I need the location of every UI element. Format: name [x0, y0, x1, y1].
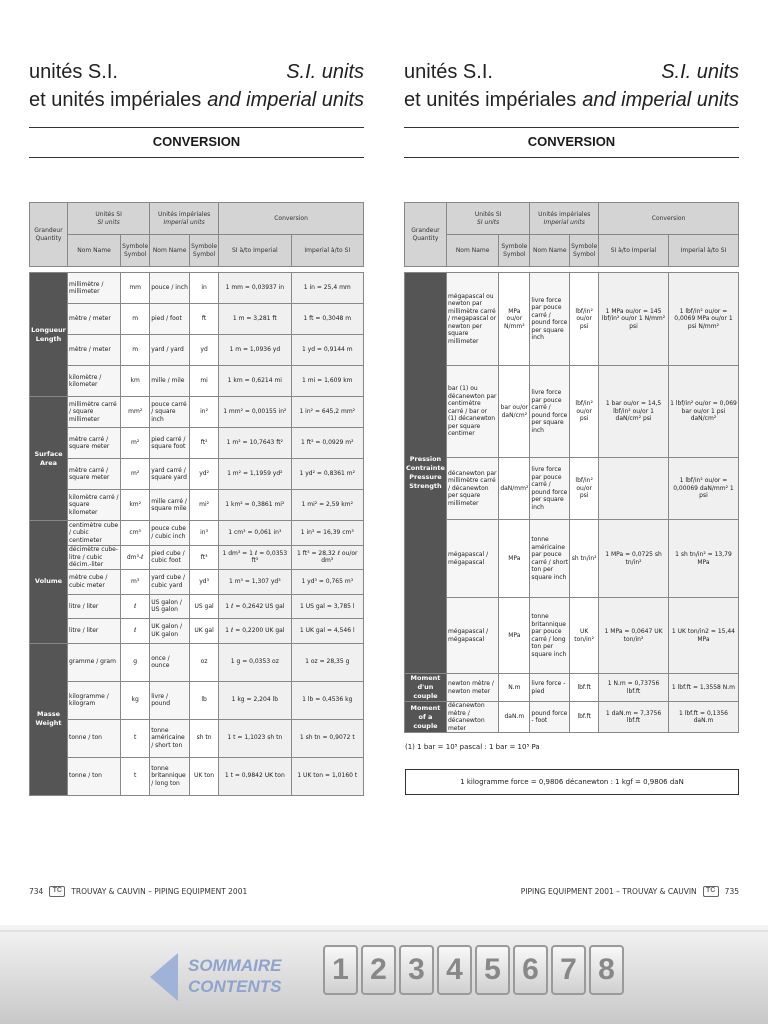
cell-si: kilomètre / kilometer	[67, 366, 120, 397]
page-button-4[interactable]: 4	[437, 945, 472, 995]
table-row	[30, 643, 364, 681]
table-row	[30, 490, 364, 521]
cell-a: 1 mm = 0,03937 in	[219, 273, 291, 304]
divider	[29, 127, 364, 128]
group-label: Volume	[30, 521, 68, 644]
cell-b: 1 lbf/in² ou/or = 0,00069 daN/mm² 1 psi	[668, 458, 738, 520]
title-en: S.I. units and imperial units	[582, 61, 739, 111]
cell-is: lbf/in² ou/or psi	[570, 273, 599, 366]
nom-header: Nom Name	[150, 235, 190, 267]
group-label: Surface Area	[30, 397, 68, 521]
cell-imp: once / ounce	[150, 643, 190, 681]
cell-ss: MPa ou/or N/mm²	[499, 273, 530, 366]
table-row	[30, 570, 364, 595]
imperial-units-header: Unités impériales Imperial units	[150, 203, 219, 235]
cell-ss: kg	[121, 681, 150, 719]
cell-b: 1 lbf.ft = 1,3558 N.m	[668, 674, 738, 702]
cell-si: décimètre cube-litre / cubic décim.-liter	[67, 545, 120, 570]
cell-is: mi	[190, 366, 219, 397]
table-row	[30, 619, 364, 644]
cell-is: in	[190, 273, 219, 304]
table-row	[30, 719, 364, 757]
cell-ss: km	[121, 366, 150, 397]
cell-a: 1 ℓ = 0,2200 UK gal	[219, 619, 291, 644]
table-row	[405, 520, 739, 598]
cell-a: 1 km = 0,6214 mi	[219, 366, 291, 397]
cell-a: 1 MPa ou/or = 145 lbf/in² ou/or 1 N/mm² psi	[599, 273, 669, 366]
title-fr: unités S.I. et unités impériales	[29, 61, 202, 111]
cell-si: kilomètre carré / square kilometer	[67, 490, 120, 521]
cell-imp: tonne britannique / long ton	[150, 757, 190, 795]
cell-a: 1 MPa = 0,0647 UK ton/in²	[599, 598, 669, 674]
si-imperial-table	[29, 202, 364, 796]
cell-si: tonne / ton	[67, 719, 120, 757]
group-label: Pression Contrainte Pressure Strength	[405, 273, 447, 674]
cell-ss: g	[121, 643, 150, 681]
imperial-to-si-header: Imperial à/to SI	[291, 235, 363, 267]
cell-ss: MPa	[499, 598, 530, 674]
cell-b: 1 in³ = 16,39 cm³	[291, 521, 363, 546]
page-buttons	[323, 945, 624, 995]
cell-si: décanewton mètre / décanewton meter	[446, 702, 498, 733]
right-footer	[521, 886, 739, 897]
cell-is: lbf.ft	[570, 674, 599, 702]
cell-is: UK gal	[190, 619, 219, 644]
cell-ss: m³	[121, 570, 150, 595]
cell-b: 1 ft² = 0,0929 m²	[291, 428, 363, 459]
footer-text: PIPING EQUIPMENT 2001 – TROUVAY & CAUVIN	[520, 887, 697, 896]
cell-imp: UK galon / UK galon	[150, 619, 190, 644]
cell-si: centimètre cube / cubic centimeter	[67, 521, 120, 546]
cell-imp: pied cube / cubic foot	[150, 545, 190, 570]
cell-a: 1 m = 3,281 ft	[219, 304, 291, 335]
cell-si: mètre carré / square meter	[67, 459, 120, 490]
tc-logo-icon: TC	[49, 886, 65, 897]
cell-si: mètre / meter	[67, 304, 120, 335]
cell-a: 1 N.m = 0,73756 lbf.ft	[599, 674, 669, 702]
cell-ss: bar ou/or daN/cm²	[499, 366, 530, 458]
table-row	[30, 459, 364, 490]
cell-imp: tonne américaine par pouce carré / short ton per square inch	[530, 520, 570, 598]
cell-b: 1 lbf/in² ou/or = 0,0069 MPa ou/or 1 psi N/mm²	[668, 273, 738, 366]
cell-is: yd³	[190, 570, 219, 595]
si-to-imperial-header: SI à/to Imperial	[219, 235, 291, 267]
cell-a: 1 mm² = 0,00155 in²	[219, 397, 291, 428]
cell-imp: tonne américaine / short ton	[150, 719, 190, 757]
cell-ss: mm²	[121, 397, 150, 428]
cell-a: 1 g = 0,0353 oz	[219, 643, 291, 681]
group-label: Moment of a couple	[405, 702, 447, 733]
cell-ss: ℓ	[121, 619, 150, 644]
cell-is: sh tn	[190, 719, 219, 757]
cell-si: millimètre carré / square millimeter	[67, 397, 120, 428]
cell-ss: m²	[121, 459, 150, 490]
si-units-header: Unités SI SI units	[67, 203, 149, 235]
cell-b: 1 sh tn/in² = 13,79 MPa	[668, 520, 738, 598]
page-button-2[interactable]: 2	[361, 945, 396, 995]
title-en: S.I. units and imperial units	[207, 61, 364, 111]
table-row	[405, 598, 739, 674]
section-title: CONVERSION	[527, 134, 616, 149]
sommaire-contents-link[interactable]: SOMMAIRE CONTENTS	[188, 956, 282, 996]
cell-is: ft	[190, 304, 219, 335]
cell-a: 1 t = 1,1023 sh tn	[219, 719, 291, 757]
divider	[404, 127, 739, 128]
imperial-units-header: Unités impériales Imperial units	[530, 203, 599, 235]
cell-is: ft³	[190, 545, 219, 570]
cell-imp: livre force par pouce carré / pound force per square inch	[530, 366, 570, 458]
cell-ss: t	[121, 719, 150, 757]
cell-is: in²	[190, 397, 219, 428]
divider	[404, 157, 739, 158]
pressure-moment-table	[404, 202, 739, 733]
table-row	[30, 594, 364, 619]
cell-is: lbf/in² ou/or psi	[570, 366, 599, 458]
cell-ss: ℓ	[121, 594, 150, 619]
table-row	[405, 674, 739, 702]
imperial-to-si-header: Imperial à/to SI	[668, 235, 738, 267]
cell-b: 1 lb = 0,4536 kg	[291, 681, 363, 719]
cell-imp: US galon / US galon	[150, 594, 190, 619]
cell-ss: t	[121, 757, 150, 795]
grandeur-header: Grandeur Quantity	[30, 203, 68, 267]
cell-imp: pouce cube / cubic inch	[150, 521, 190, 546]
cell-b: 1 in² = 645,2 mm²	[291, 397, 363, 428]
divider	[29, 157, 364, 158]
cell-imp: mille carré / square mile	[150, 490, 190, 521]
cell-ss: daN/mm²	[499, 458, 530, 520]
symbole-header: Symbole Symbol	[190, 235, 219, 267]
table-row	[30, 428, 364, 459]
cell-is: ft²	[190, 428, 219, 459]
footer-text: TROUVAY & CAUVIN – PIPING EQUIPMENT 2001	[71, 887, 248, 896]
cell-b: 1 UK gal = 4,546 l	[291, 619, 363, 644]
conversion-header: Conversion	[219, 203, 364, 235]
symbole-header: Symbole Symbol	[499, 235, 530, 267]
cell-a: 1 m³ = 1,307 yd³	[219, 570, 291, 595]
table-row	[405, 458, 739, 520]
table-row	[30, 273, 364, 304]
table-row	[30, 757, 364, 795]
cell-is: yd²	[190, 459, 219, 490]
cell-a: 1 bar ou/or = 14,5 lbf/in² ou/or 1 daN/cm² psi	[599, 366, 669, 458]
cell-si: gramme / gram	[67, 643, 120, 681]
cell-imp: livre force par pouce carré / pound force per square inch	[530, 273, 570, 366]
cell-imp: pouce / inch	[150, 273, 190, 304]
si-units-header: Unités SI SI units	[446, 203, 529, 235]
cell-imp: mille / mile	[150, 366, 190, 397]
cell-is: oz	[190, 643, 219, 681]
cell-is: lbf/in² ou/or psi	[570, 458, 599, 520]
cell-si: mètre carré / square meter	[67, 428, 120, 459]
nom-header: Nom Name	[446, 235, 498, 267]
si-to-imperial-header: SI à/to Imperial	[599, 235, 669, 267]
table-row	[405, 273, 739, 366]
cell-b: 1 sh tn = 0,9072 t	[291, 719, 363, 757]
nav-divider	[0, 930, 768, 932]
cell-imp: yard cube / cubic yard	[150, 570, 190, 595]
cell-a: 1 m² = 1,1959 yd²	[219, 459, 291, 490]
cell-si: millimètre / millimeter	[67, 273, 120, 304]
cell-si: décanewton par millimètre carré / décanewton per square millimeter	[446, 458, 498, 520]
cell-b: 1 yd³ = 0,765 m³	[291, 570, 363, 595]
cell-a: 1 MPa = 0,0725 sh tn/in²	[599, 520, 669, 598]
cell-ss: MPa	[499, 520, 530, 598]
table-row	[30, 681, 364, 719]
cell-b: 1 ft³ = 28,32 ℓ ou/or dm³	[291, 545, 363, 570]
cell-b: 1 lbf/in² ou/or = 0,069 bar ou/or 1 psi daN/cm²	[668, 366, 738, 458]
cell-si: litre / liter	[67, 594, 120, 619]
cell-is: mi²	[190, 490, 219, 521]
tc-logo-icon: TC	[703, 886, 719, 897]
left-footer	[29, 886, 247, 897]
group-label: Moment d'un couple	[405, 674, 447, 702]
cell-b: 1 mi² = 2,59 km²	[291, 490, 363, 521]
table-row	[30, 521, 364, 546]
cell-ss: N.m	[499, 674, 530, 702]
cell-si: bar (1) ou décanewton par centimètre carré / bar or (1) décanewton per square centimer	[446, 366, 498, 458]
table-row	[30, 335, 364, 366]
section-title: CONVERSION	[152, 134, 241, 149]
kgf-conversion-box: 1 kilogramme force = 0,9806 décanewton : 1 kgf = 0,9806 daN	[405, 769, 739, 795]
page-number: 735	[724, 887, 739, 896]
cell-si: tonne / ton	[67, 757, 120, 795]
conversion-header: Conversion	[599, 203, 739, 235]
cell-imp: livre / pound	[150, 681, 190, 719]
group-label: Longueur Length	[30, 273, 68, 397]
table-row	[30, 397, 364, 428]
cell-is: lb	[190, 681, 219, 719]
cell-a: 1 m = 1,0936 yd	[219, 335, 291, 366]
cell-imp: yard / yard	[150, 335, 190, 366]
footnote: (1) 1 bar = 10⁵ pascal : 1 bar = 10⁵ Pa	[405, 743, 540, 751]
cell-imp: pied / foot	[150, 304, 190, 335]
right-page-header	[404, 58, 739, 113]
cell-a: 1 dm³ = 1 ℓ = 0,0353 ft³	[219, 545, 291, 570]
cell-ss: dm³-ℓ	[121, 545, 150, 570]
cell-b: 1 yd² = 0,8361 m²	[291, 459, 363, 490]
page-button-8[interactable]: 8	[589, 945, 624, 995]
cell-ss: mm	[121, 273, 150, 304]
cell-b: 1 US gal = 3,785 l	[291, 594, 363, 619]
cell-ss: m	[121, 335, 150, 366]
cell-is: yd	[190, 335, 219, 366]
nom-header: Nom Name	[530, 235, 570, 267]
cell-ss: km²	[121, 490, 150, 521]
cell-is: in³	[190, 521, 219, 546]
cell-a: 1 daN.m = 7,3756 lbf.ft	[599, 702, 669, 733]
table-row	[405, 366, 739, 458]
symbole-header: Symbole Symbol	[121, 235, 150, 267]
cell-si: mégapascal / mégapascal	[446, 520, 498, 598]
cell-b: 1 UK ton/in2 = 15,44 MPa	[668, 598, 738, 674]
cell-is: UK ton	[190, 757, 219, 795]
page-button-3[interactable]: 3	[399, 945, 434, 995]
cell-b: 1 yd = 0,9144 m	[291, 335, 363, 366]
cell-a: 1 ℓ = 0,2642 US gal	[219, 594, 291, 619]
nom-header: Nom Name	[67, 235, 120, 267]
page-button-6[interactable]: 6	[513, 945, 548, 995]
cell-a: 1 kg = 2,204 lb	[219, 681, 291, 719]
cell-b: 1 ft = 0,3048 m	[291, 304, 363, 335]
cell-si: mégapascal ou newton par millimètre carré / megapascal or newton per square millimeter	[446, 273, 498, 366]
cell-is: sh tn/in²	[570, 520, 599, 598]
cell-imp: tonne britannique par pouce carré / long ton per square inch	[530, 598, 570, 674]
cell-b: 1 lbf.ft = 0,1356 daN.m	[668, 702, 738, 733]
cell-si: mètre cube / cubic meter	[67, 570, 120, 595]
table-row	[405, 702, 739, 733]
cell-a: 1 t = 0,9842 UK ton	[219, 757, 291, 795]
cell-ss: daN.m	[499, 702, 530, 733]
page-button-1[interactable]: 1	[323, 945, 358, 995]
page-button-7[interactable]: 7	[551, 945, 586, 995]
cell-is: lbf.ft	[570, 702, 599, 733]
cell-si: litre / liter	[67, 619, 120, 644]
cell-b: 1 mi = 1,609 km	[291, 366, 363, 397]
cell-imp: pouce carré / square inch	[150, 397, 190, 428]
cell-imp: pound force - foot	[530, 702, 570, 733]
left-page-header	[29, 58, 364, 113]
cell-a: 1 km² = 0,3861 mi²	[219, 490, 291, 521]
cell-a: 1 cm³ = 0,061 in³	[219, 521, 291, 546]
cell-a	[599, 458, 669, 520]
symbole-header: Symbole Symbol	[570, 235, 599, 267]
title-fr: unités S.I. et unités impériales	[404, 61, 577, 111]
cell-ss: m	[121, 304, 150, 335]
cell-b: 1 in = 25,4 mm	[291, 273, 363, 304]
table-row	[30, 304, 364, 335]
cell-b: 1 UK ton = 1,0160 t	[291, 757, 363, 795]
cell-si: mètre / meter	[67, 335, 120, 366]
cell-imp: livre force - pied	[530, 674, 570, 702]
cell-si: mégapascal / mégapascal	[446, 598, 498, 674]
grandeur-header: Grandeur Quantity	[405, 203, 447, 267]
cell-si: newton mètre / newton meter	[446, 674, 498, 702]
cell-b: 1 oz = 28,35 g	[291, 643, 363, 681]
cell-is: UK ton/in²	[570, 598, 599, 674]
cell-is: US gal	[190, 594, 219, 619]
cell-ss: m²	[121, 428, 150, 459]
cell-ss: cm³	[121, 521, 150, 546]
cell-imp: pied carré / square foot	[150, 428, 190, 459]
table-row	[30, 366, 364, 397]
table-row	[30, 545, 364, 570]
cell-a: 1 m² = 10,7643 ft²	[219, 428, 291, 459]
cell-imp: yard carré / square yard	[150, 459, 190, 490]
page-button-5[interactable]: 5	[475, 945, 510, 995]
page-number: 734	[29, 887, 44, 896]
cell-imp: livre force par pouce carré / pound force per square inch	[530, 458, 570, 520]
group-label: Masse Weight	[30, 643, 68, 795]
cell-si: kilogramme / kilogram	[67, 681, 120, 719]
back-arrow-icon[interactable]	[150, 953, 178, 1001]
